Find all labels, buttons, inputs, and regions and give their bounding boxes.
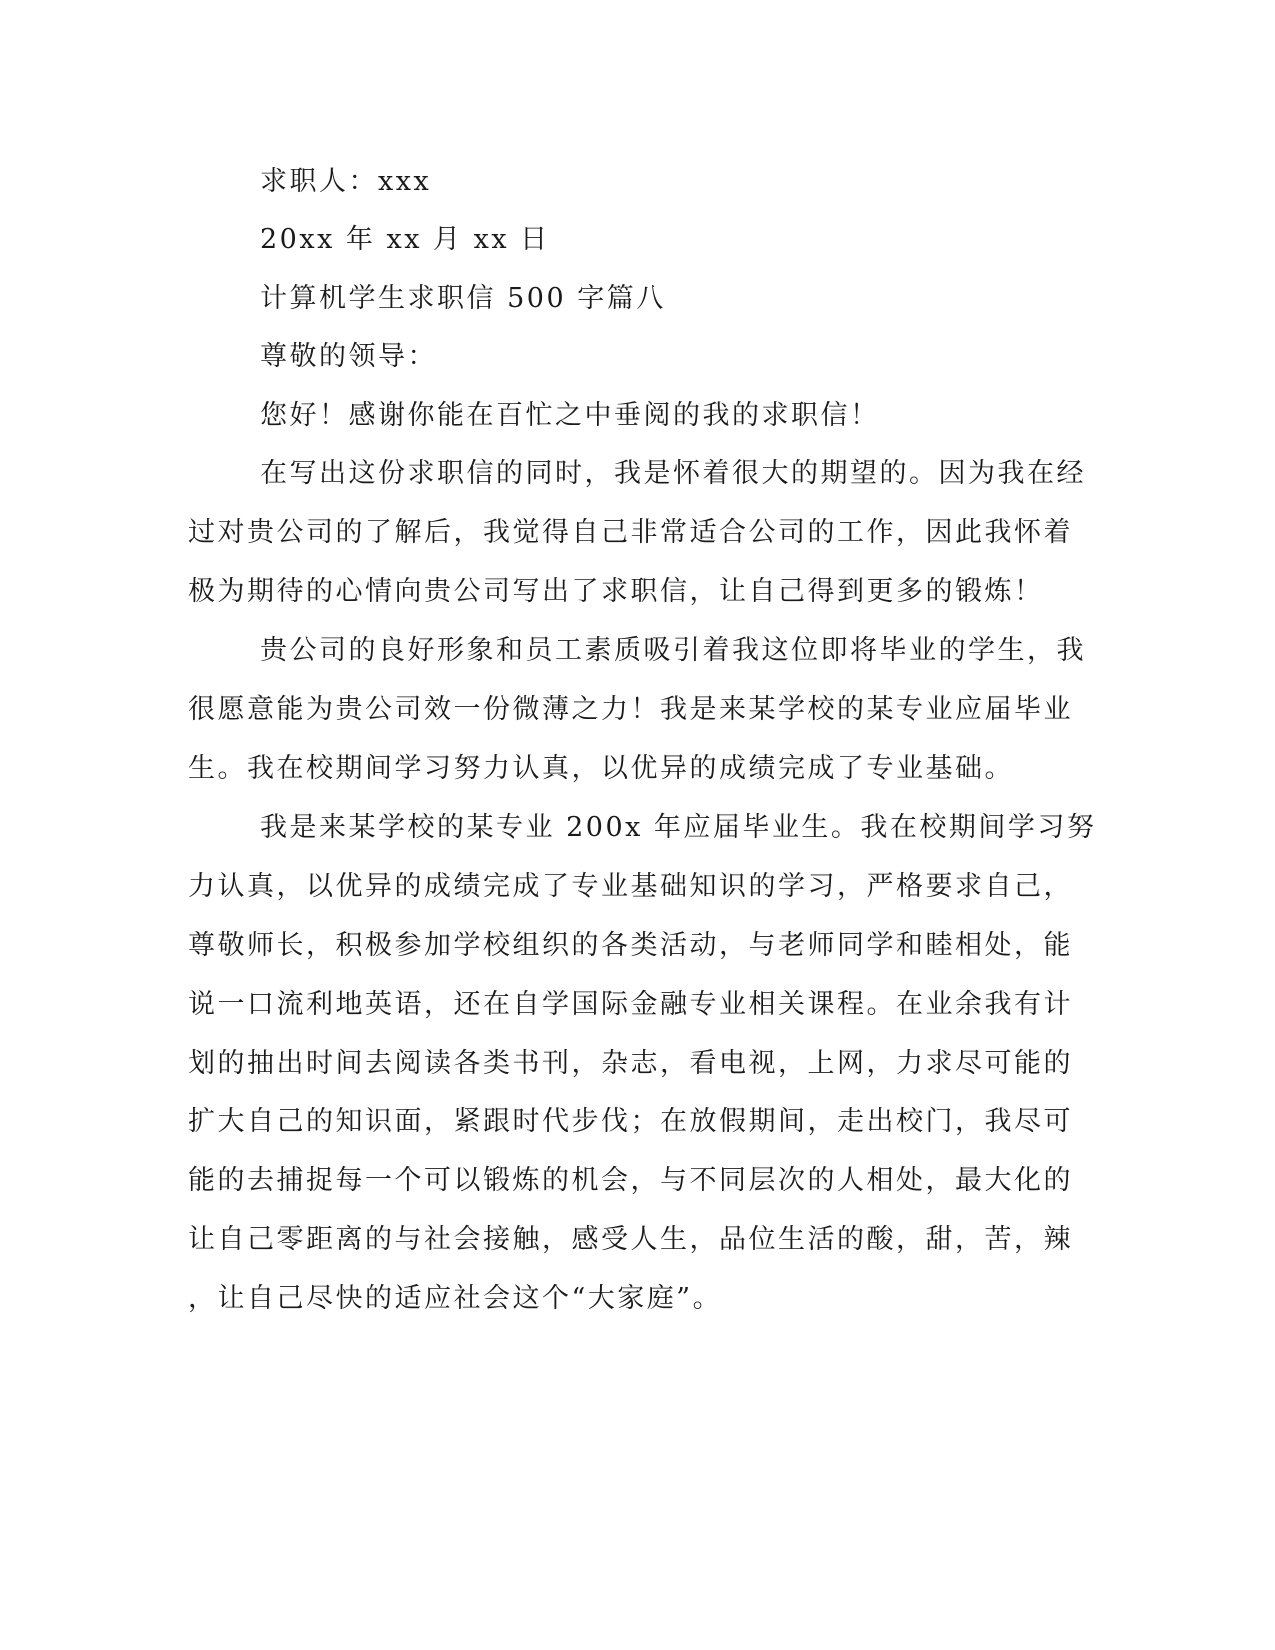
paragraph-2-line: 贵公司的良好形象和员工素质吸引着我这位即将毕业的学生，我 xyxy=(260,635,1086,666)
paragraph-1-line: 在写出这份求职信的同时，我是怀着很大的期望的。因为我在经 xyxy=(260,458,1086,489)
paragraph-1-line: 过对贵公司的了解后，我觉得自己非常适合公司的工作，因此我怀着 xyxy=(188,517,1073,548)
greeting: 您好！感谢你能在百忙之中垂阅的我的求职信！ xyxy=(260,400,880,431)
paragraph-3-line: ，让自己尽快的适应社会这个“大家庭”。 xyxy=(188,1283,723,1314)
date-line: 20xx 年 xx 月 xx 日 xyxy=(260,224,550,255)
paragraph-3-line: 我是来某学校的某专业 200x 年应届毕业生。我在校期间学习努 xyxy=(260,812,1097,843)
paragraph-3-line: 说一口流利地英语，还在自学国际金融专业相关课程。在业余我有计 xyxy=(188,989,1073,1020)
paragraph-3-line: 让自己零距离的与社会接触，感受人生，品位生活的酸，甜，苦，辣 xyxy=(188,1224,1073,1255)
paragraph-3-line: 尊敬师长，积极参加学校组织的各类活动，与老师同学和睦相处，能 xyxy=(188,930,1073,961)
salutation: 尊敬的领导： xyxy=(260,341,437,372)
paragraph-2-line: 很愿意能为贵公司效一份微薄之力！我是来某学校的某专业应届毕业 xyxy=(188,694,1073,725)
paragraph-3-line: 扩大自己的知识面，紧跟时代步伐；在放假期间，走出校门，我尽可 xyxy=(188,1106,1073,1137)
paragraph-3-line: 划的抽出时间去阅读各类书刊，杂志，看电视，上网，力求尽可能的 xyxy=(188,1048,1073,1079)
paragraph-2-line: 生。我在校期间学习努力认真，以优异的成绩完成了专业基础。 xyxy=(188,753,1014,784)
letter-title: 计算机学生求职信 500 字篇八 xyxy=(260,283,666,314)
paragraph-3-line: 力认真，以优异的成绩完成了专业基础知识的学习，严格要求自己， xyxy=(188,871,1073,902)
paragraph-3-line: 能的去捕捉每一个可以锻炼的机会，与不同层次的人相处，最大化的 xyxy=(188,1165,1073,1196)
signature-line: 求职人：xxx xyxy=(260,166,432,197)
paragraph-1-line: 极为期待的心情向贵公司写出了求职信，让自己得到更多的锻炼！ xyxy=(188,576,1044,607)
